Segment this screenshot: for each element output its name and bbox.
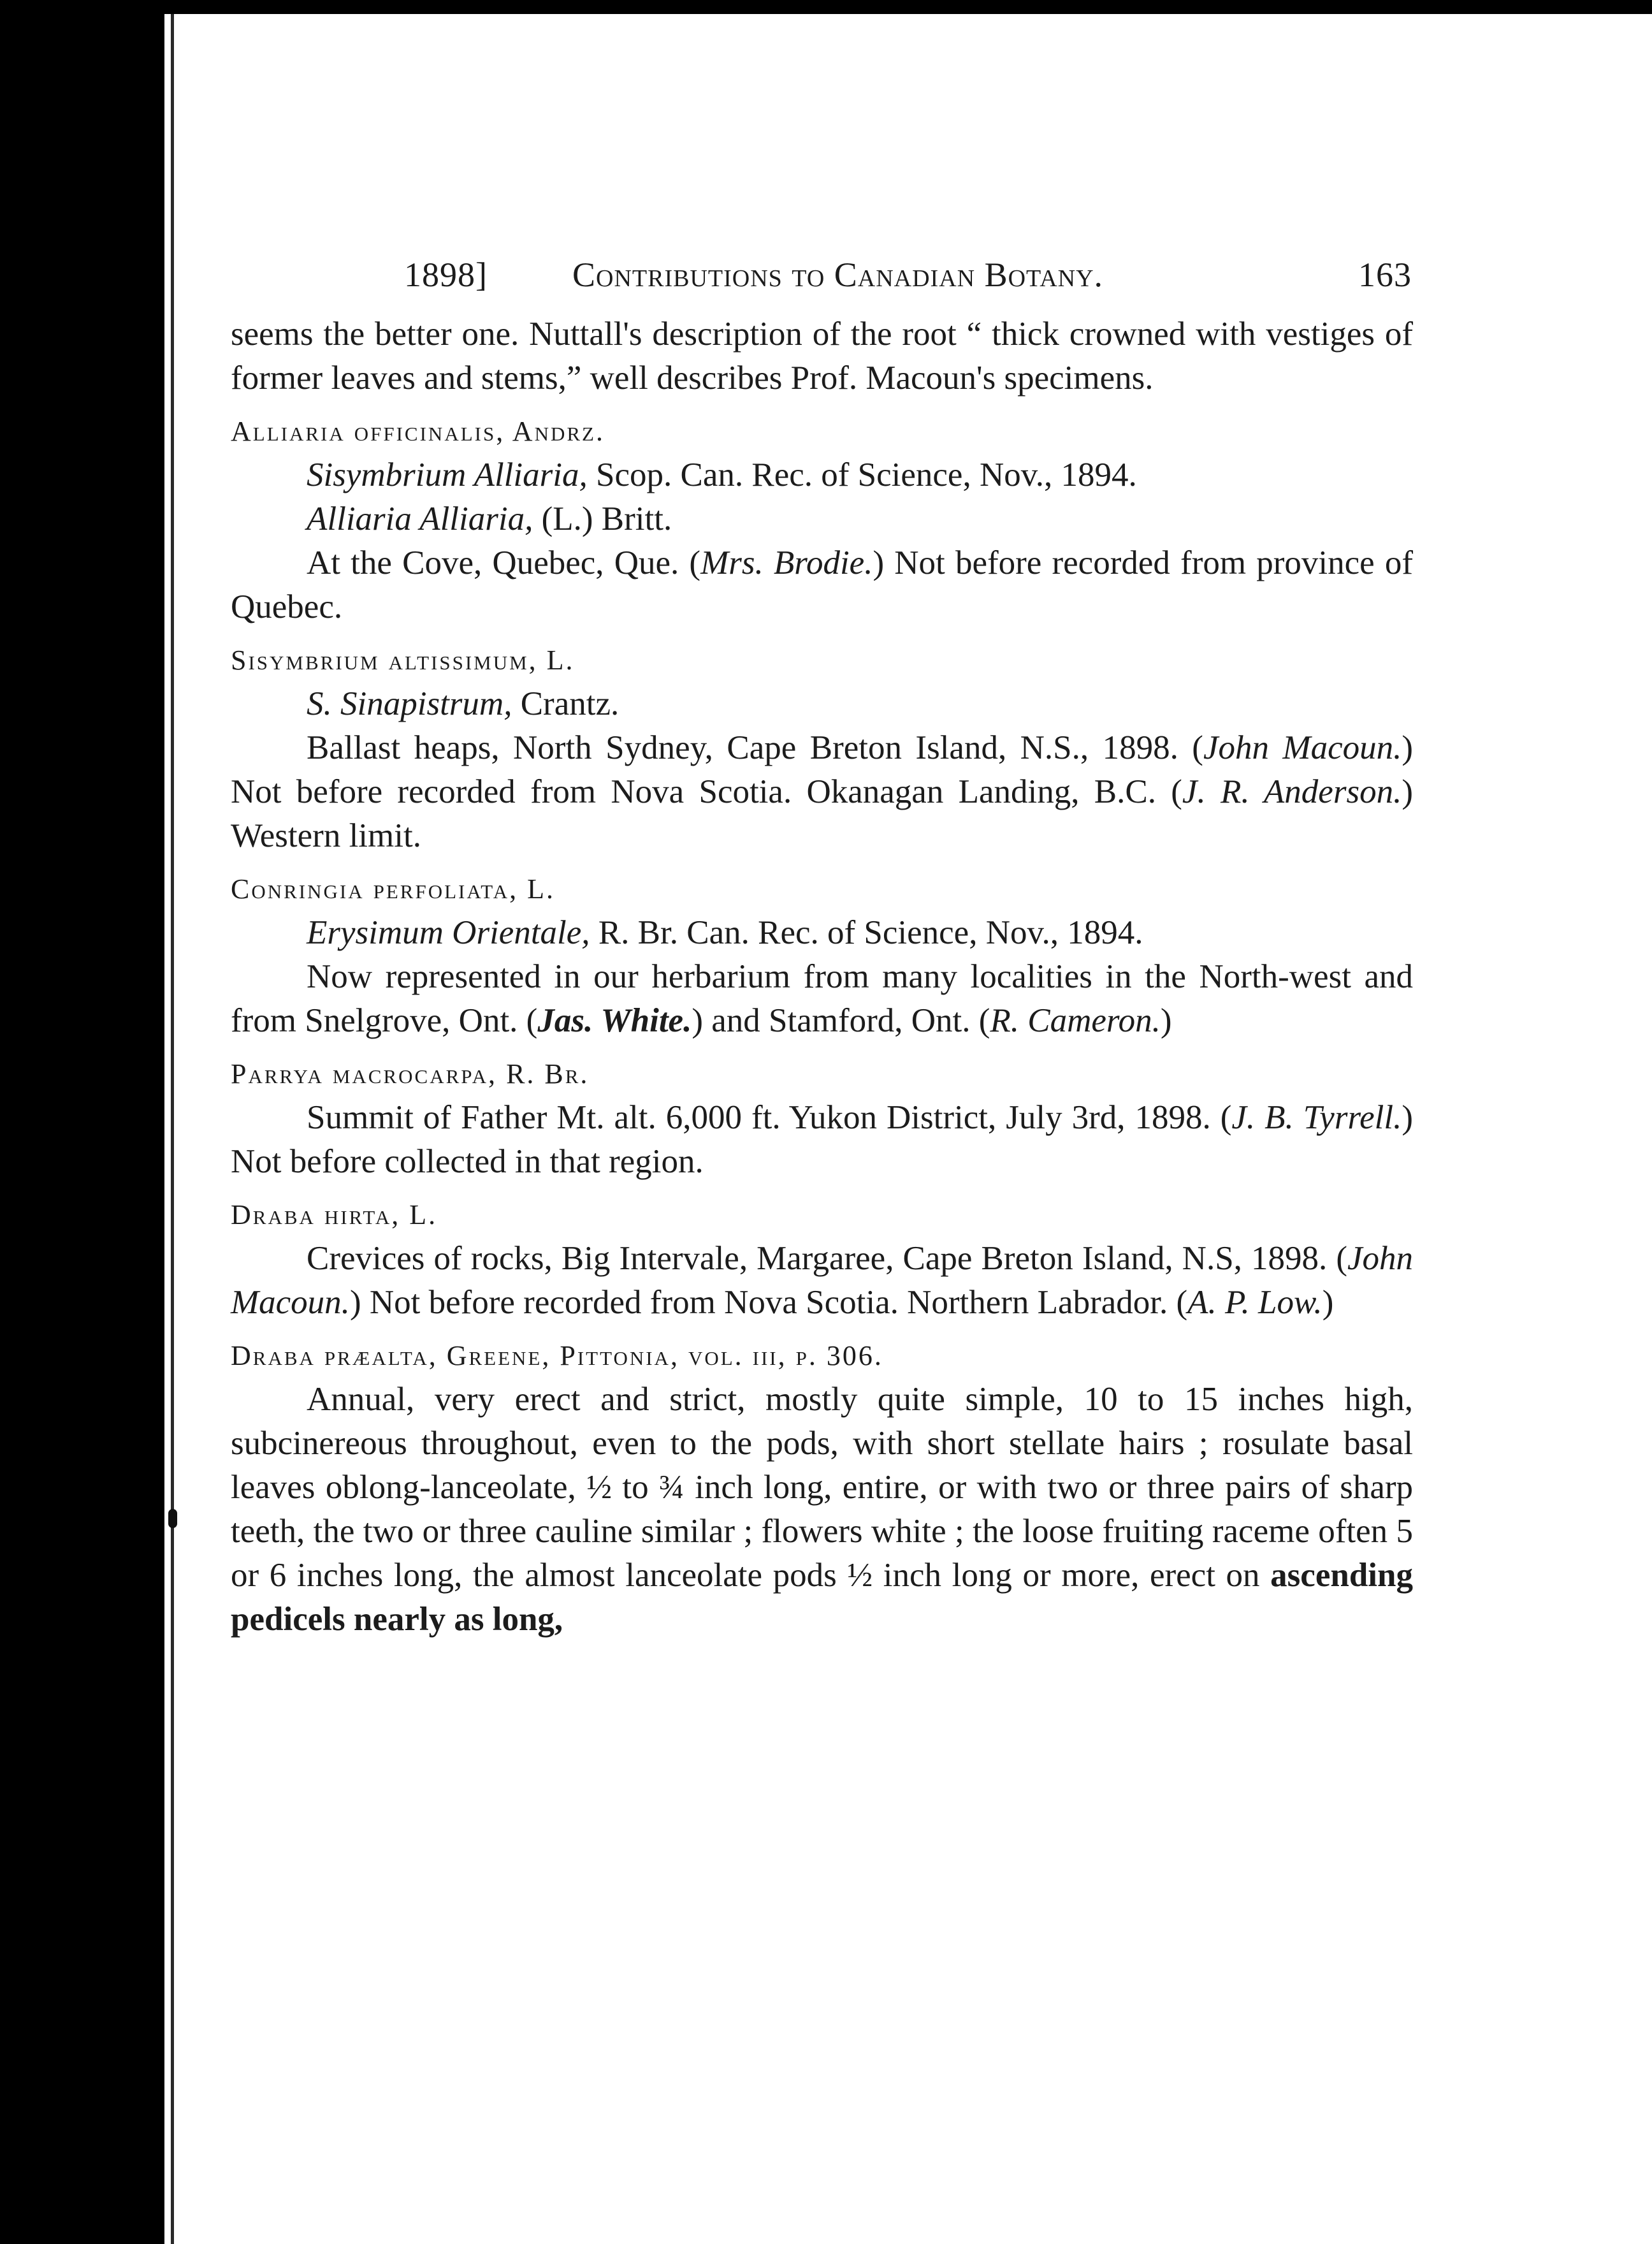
text-run: ) and Stamford, Ont. ( bbox=[692, 1002, 990, 1039]
text-run: ) Not before recorded from province of Quebec. bbox=[231, 544, 1414, 625]
text-run: Now represented in our herbarium from many localities in the North-west and from Snelgrove, Ont. ( bbox=[231, 958, 1413, 1039]
species-name: Sisymbrium altissimum, bbox=[231, 645, 538, 676]
species-heading-draba-hirta bbox=[231, 1193, 1413, 1237]
collector-name: John Macoun. bbox=[231, 1240, 1413, 1321]
locality-paragraph bbox=[231, 541, 1413, 629]
locality-paragraph bbox=[231, 1237, 1413, 1325]
collector-name: A. P. Low. bbox=[1187, 1284, 1322, 1321]
species-heading-conringia bbox=[231, 867, 1413, 911]
species-authority: L. bbox=[537, 645, 575, 676]
running-header bbox=[164, 14, 1652, 294]
synonym-name: S. Sinapistrum, bbox=[307, 685, 512, 722]
synonym-name: Sisymbrium Alliaria, bbox=[307, 456, 588, 493]
species-name: Parrya macrocarpa, bbox=[231, 1058, 498, 1089]
species-authority: Andrz. bbox=[505, 416, 605, 447]
text-run: ) Not before recorded from Nova Scotia. Northern Labrador. ( bbox=[349, 1284, 1188, 1321]
synonym-citation: R. Br. Can. Rec. of Science, Nov., 1894. bbox=[590, 914, 1143, 951]
text-run: ) Not before recorded from Nova Scotia. Okanagan Landing, B.C. ( bbox=[231, 729, 1414, 810]
collector-name: Jas. White. bbox=[537, 1002, 692, 1039]
locality-paragraph bbox=[231, 955, 1413, 1043]
synonym-citation: Scop. Can. Rec. of Science, Nov., 1894. bbox=[587, 456, 1137, 493]
species-name: Draba hirta, bbox=[231, 1199, 401, 1230]
header-title: Contributions to Canadian Botany. bbox=[572, 256, 1104, 294]
species-heading-draba-praealta bbox=[231, 1334, 1413, 1378]
header-year: 1898] bbox=[404, 256, 488, 294]
page-body bbox=[231, 312, 1413, 1642]
species-heading-alliaria bbox=[231, 409, 1413, 453]
text-run: ) Not before collected in that region. bbox=[231, 1099, 1413, 1180]
synonym-citation: Crantz. bbox=[512, 685, 620, 722]
synonym-paragraph bbox=[231, 911, 1413, 955]
page-edge-line bbox=[171, 14, 174, 2244]
synonym-line bbox=[231, 497, 1413, 541]
species-heading-parrya bbox=[231, 1052, 1413, 1096]
page-number: 163 bbox=[1358, 256, 1412, 294]
synonym-line bbox=[231, 682, 1413, 726]
text-run: ) bbox=[1160, 1002, 1172, 1039]
species-name: Alliaria officinalis, bbox=[231, 416, 505, 447]
collector-name: Mrs. Brodie. bbox=[700, 544, 873, 581]
binding-mark bbox=[168, 1509, 177, 1528]
species-name: Conringia perfoliata, bbox=[231, 873, 519, 905]
text-run: ) bbox=[1322, 1284, 1334, 1321]
collector-name: J. R. Anderson. bbox=[1182, 773, 1402, 810]
collector-name: John Macoun. bbox=[1203, 729, 1402, 766]
synonym-citation: (L.) Britt. bbox=[533, 500, 672, 537]
species-authority: R. Br. bbox=[497, 1058, 590, 1089]
text-run: At the Cove, Quebec, Que. ( bbox=[307, 544, 701, 581]
synonym-line bbox=[231, 453, 1413, 497]
collector-name: J. B. Tyrrell. bbox=[1231, 1099, 1402, 1136]
text-run: Crevices of rocks, Big Intervale, Margaree, Cape Breton Island, N.S, 1898. ( bbox=[307, 1240, 1347, 1277]
species-authority: L. bbox=[518, 873, 556, 905]
species-authority: L. bbox=[400, 1199, 438, 1230]
locality-paragraph bbox=[231, 726, 1413, 858]
text-run: Summit of Father Mt. alt. 6,000 ft. Yukon District, July 3rd, 1898. ( bbox=[307, 1099, 1232, 1136]
description-paragraph bbox=[231, 1378, 1413, 1642]
text-run: Ballast heaps, North Sydney, Cape Breton Island, N.S., 1898. ( bbox=[307, 729, 1203, 766]
text-run-bold: ascending pedicels nearly as long, bbox=[231, 1557, 1413, 1638]
text-run: Annual, very erect and strict, mostly quite simple, 10 to 15 inches high, subcinereous throughout, even to the pods, with short stellate hairs ; rosulate basal leaves oblong-lanceolate, ½ to ¾ inch long, entire, or with two or three pairs of sharp teeth, the two or three cauline similar ; flowers white ; the loose fruiting raceme often 5 or 6 inches long, the almost lanceolate pods ½ inch long or more, erect on bbox=[231, 1381, 1413, 1594]
synonym-name: Erysimum Orientale, bbox=[307, 914, 590, 951]
species-heading-sisymbrium bbox=[231, 638, 1413, 682]
collector-name: R. Cameron. bbox=[990, 1002, 1161, 1039]
locality-paragraph bbox=[231, 1096, 1413, 1184]
synonym-name: Alliaria Alliaria, bbox=[307, 500, 533, 537]
species-authority: Greene, Pittonia, vol. iii, p. 306. bbox=[437, 1340, 883, 1371]
text-run: ) Western limit. bbox=[231, 773, 1413, 854]
species-name: Draba præalta, bbox=[231, 1340, 438, 1371]
intro-paragraph: seems the better one. Nuttall's description of the root “ thick crowned with vestiges of former leaves and stems,” well describes Prof. Macoun's specimens. bbox=[231, 316, 1413, 397]
